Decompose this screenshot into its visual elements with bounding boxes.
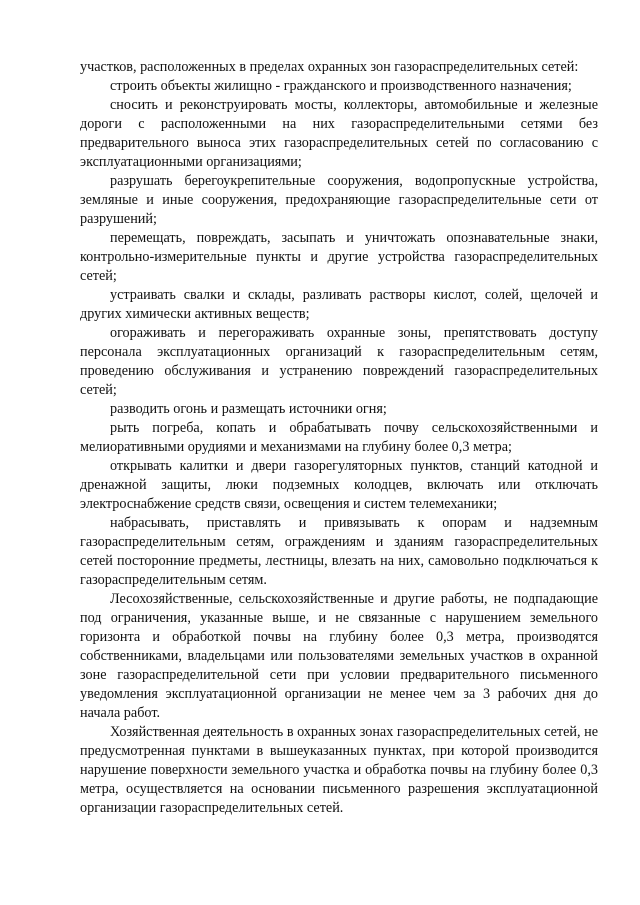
paragraph-attach-objects: набрасывать, приставлять и привязывать к опорам и надземным газораспределительным сетям, ограждениям и зданиям газораспределительных сетей посторонние предметы, лестницы, влезать на них, самовольно подключаться к газораспределительным сетям. [80,515,598,588]
paragraph-destroy-structures: разрушать берегоукрепительные сооружения, водопропускные устройства, земляные и иные сооружения, предохраняющие газораспределительные сети от разрушений; [80,173,598,227]
paragraph-build-objects: строить объекты жилищно - гражданского и производственного назначения; [110,78,572,94]
paragraph-move-signs: перемещать, повреждать, засыпать и уничтожать опознавательные знаки, контрольно-измерительные пункты и другие устройства газораспределительных сетей; [80,230,598,284]
document-page [80,58,598,818]
paragraph-forestry-works: Лесохозяйственные, сельскохозяйственные и другие работы, не подпадающие под ограничения, указанные выше, и не связанные с нарушением земельного горизонта и обработкой почвы на глубину более 0,3 метра, производятся собственниками, владельцами или пользователями земельных участков в охранной зоне газораспределительной сети при условии предварительного письменного уведомления эксплуатационной организации не менее чем за 3 рабочих дня до начала работ. [80,591,598,721]
paragraph-fire: разводить огонь и размещать источники огня; [110,401,387,417]
paragraph-economic-activity: Хозяйственная деятельность в охранных зонах газораспределительных сетей, не предусмотренная пунктами в вышеуказанных пунктах, при которой производится нарушение поверхности земельного участка и обработка почвы на глубину более 0,3 метра, осуществляется на основании письменного разрешения эксплуатационной организации газораспределительных сетей. [80,724,598,816]
paragraph-dumps: устраивать свалки и склады, разливать растворы кислот, солей, щелочей и других химически активных веществ; [80,287,598,322]
paragraph-digging: рыть погреба, копать и обрабатывать почву сельскохозяйственными и мелиоративными орудиями и механизмами на глубину более 0,3 метра; [80,420,598,455]
paragraph-fencing: огораживать и перегораживать охранные зоны, препятствовать доступу персонала эксплуатационных организаций к газораспределительным сетям, проведению обслуживания и устранению повреждений газораспределительных сетей; [80,325,598,398]
paragraph-intro: участков, расположенных в пределах охранных зон газораспределительных сетей: [80,59,579,75]
paragraph-open-doors: открывать калитки и двери газорегуляторных пунктов, станций катодной и дренажной защиты, люки подземных колодцев, включать или отключать электроснабжение средств связи, освещения и систем телемеханики; [80,458,598,512]
paragraph-demolish: сносить и реконструировать мосты, коллекторы, автомобильные и железные дороги с расположенными на них газораспределительными сетями без предварительного выноса этих газораспределительных сетей по согласованию с эксплуатационными организациями; [80,97,598,170]
